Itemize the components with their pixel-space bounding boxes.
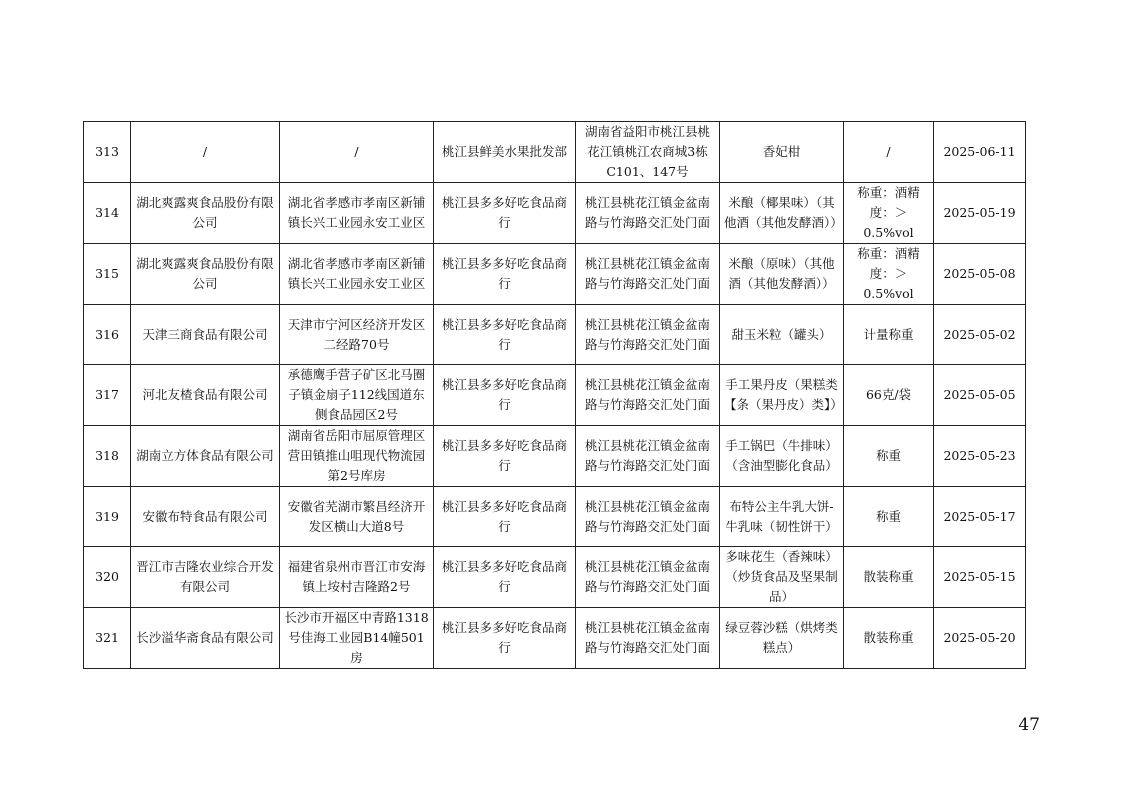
seller-address-cell: 桃江县桃花江镇金盆南路与竹海路交汇处门面 bbox=[576, 608, 720, 669]
producer-address-cell: / bbox=[280, 122, 434, 183]
specification-cell: 散装称重 bbox=[844, 547, 934, 608]
row-number-cell: 316 bbox=[84, 305, 131, 365]
producer-cell: / bbox=[131, 122, 280, 183]
production-date-cell: 2025-05-23 bbox=[934, 426, 1026, 487]
specification-cell: / bbox=[844, 122, 934, 183]
product-name-cell: 布特公主牛乳大饼-牛乳味（韧性饼干） bbox=[720, 487, 844, 547]
row-number-cell: 320 bbox=[84, 547, 131, 608]
product-name-cell: 多味花生（香辣味）（炒货食品及坚果制品） bbox=[720, 547, 844, 608]
seller-cell: 桃江县多多好吃食品商行 bbox=[434, 487, 576, 547]
specification-cell: 称重：酒精度：＞0.5%vol bbox=[844, 244, 934, 305]
table-row bbox=[84, 122, 1026, 183]
product-table bbox=[83, 121, 1026, 669]
producer-address-cell: 湖南省岳阳市屈原管理区营田镇推山咀现代物流园第2号库房 bbox=[280, 426, 434, 487]
seller-cell: 桃江县鲜美水果批发部 bbox=[434, 122, 576, 183]
production-date-cell: 2025-05-05 bbox=[934, 365, 1026, 426]
producer-address-cell: 湖北省孝感市孝南区新铺镇长兴工业园永安工业区 bbox=[280, 244, 434, 305]
seller-address-cell: 桃江县桃花江镇金盆南路与竹海路交汇处门面 bbox=[576, 183, 720, 244]
producer-cell: 河北友楂食品有限公司 bbox=[131, 365, 280, 426]
producer-cell: 湖南立方体食品有限公司 bbox=[131, 426, 280, 487]
specification-cell: 计量称重 bbox=[844, 305, 934, 365]
producer-cell: 湖北爽露爽食品股份有限公司 bbox=[131, 183, 280, 244]
producer-cell: 天津三商食品有限公司 bbox=[131, 305, 280, 365]
producer-address-cell: 天津市宁河区经济开发区二经路70号 bbox=[280, 305, 434, 365]
product-name-cell: 甜玉米粒（罐头） bbox=[720, 305, 844, 365]
row-number-cell: 318 bbox=[84, 426, 131, 487]
producer-cell: 安徽布特食品有限公司 bbox=[131, 487, 280, 547]
row-number-cell: 315 bbox=[84, 244, 131, 305]
table-row bbox=[84, 426, 1026, 487]
production-date-cell: 2025-05-15 bbox=[934, 547, 1026, 608]
row-number-cell: 313 bbox=[84, 122, 131, 183]
production-date-cell: 2025-05-08 bbox=[934, 244, 1026, 305]
production-date-cell: 2025-05-02 bbox=[934, 305, 1026, 365]
product-name-cell: 手工锅巴（牛排味）（含油型膨化食品） bbox=[720, 426, 844, 487]
specification-cell: 称重：酒精度：＞0.5%vol bbox=[844, 183, 934, 244]
product-name-cell: 米酿（原味）（其他酒（其他发酵酒）） bbox=[720, 244, 844, 305]
specification-cell: 散装称重 bbox=[844, 608, 934, 669]
seller-cell: 桃江县多多好吃食品商行 bbox=[434, 305, 576, 365]
producer-cell: 晋江市吉隆农业综合开发有限公司 bbox=[131, 547, 280, 608]
producer-cell: 湖北爽露爽食品股份有限公司 bbox=[131, 244, 280, 305]
product-name-cell: 米酿（椰果味）（其他酒（其他发酵酒）） bbox=[720, 183, 844, 244]
specification-cell: 66克/袋 bbox=[844, 365, 934, 426]
seller-cell: 桃江县多多好吃食品商行 bbox=[434, 183, 576, 244]
specification-cell: 称重 bbox=[844, 426, 934, 487]
producer-cell: 长沙溢华斋食品有限公司 bbox=[131, 608, 280, 669]
seller-cell: 桃江县多多好吃食品商行 bbox=[434, 244, 576, 305]
product-name-cell: 手工果丹皮（果糕类【条（果丹皮）类】） bbox=[720, 365, 844, 426]
row-number-cell: 319 bbox=[84, 487, 131, 547]
seller-address-cell: 桃江县桃花江镇金盆南路与竹海路交汇处门面 bbox=[576, 305, 720, 365]
production-date-cell: 2025-06-11 bbox=[934, 122, 1026, 183]
product-name-cell: 绿豆蓉沙糕（烘烤类糕点） bbox=[720, 608, 844, 669]
product-name-cell: 香妃柑 bbox=[720, 122, 844, 183]
production-date-cell: 2025-05-19 bbox=[934, 183, 1026, 244]
table-row bbox=[84, 305, 1026, 365]
table-row bbox=[84, 365, 1026, 426]
table-row bbox=[84, 244, 1026, 305]
seller-cell: 桃江县多多好吃食品商行 bbox=[434, 365, 576, 426]
seller-address-cell: 桃江县桃花江镇金盆南路与竹海路交汇处门面 bbox=[576, 426, 720, 487]
producer-address-cell: 安徽省芜湖市繁昌经济开发区横山大道8号 bbox=[280, 487, 434, 547]
seller-address-cell: 湖南省益阳市桃江县桃花江镇桃江农商城3栋C101、147号 bbox=[576, 122, 720, 183]
page-number: 47 bbox=[1018, 715, 1040, 735]
seller-address-cell: 桃江县桃花江镇金盆南路与竹海路交汇处门面 bbox=[576, 487, 720, 547]
table-row bbox=[84, 547, 1026, 608]
row-number-cell: 321 bbox=[84, 608, 131, 669]
table-row bbox=[84, 608, 1026, 669]
row-number-cell: 314 bbox=[84, 183, 131, 244]
seller-cell: 桃江县多多好吃食品商行 bbox=[434, 608, 576, 669]
producer-address-cell: 长沙市开福区中青路1318号佳海工业园B14幢501房 bbox=[280, 608, 434, 669]
seller-cell: 桃江县多多好吃食品商行 bbox=[434, 547, 576, 608]
producer-address-cell: 湖北省孝感市孝南区新铺镇长兴工业园永安工业区 bbox=[280, 183, 434, 244]
table-row bbox=[84, 487, 1026, 547]
table-row bbox=[84, 183, 1026, 244]
production-date-cell: 2025-05-20 bbox=[934, 608, 1026, 669]
seller-cell: 桃江县多多好吃食品商行 bbox=[434, 426, 576, 487]
producer-address-cell: 承德鹰手营子矿区北马圈子镇金扇子112线国道东侧食品园区2号 bbox=[280, 365, 434, 426]
row-number-cell: 317 bbox=[84, 365, 131, 426]
production-date-cell: 2025-05-17 bbox=[934, 487, 1026, 547]
specification-cell: 称重 bbox=[844, 487, 934, 547]
producer-address-cell: 福建省泉州市晋江市安海镇上垵村吉隆路2号 bbox=[280, 547, 434, 608]
seller-address-cell: 桃江县桃花江镇金盆南路与竹海路交汇处门面 bbox=[576, 547, 720, 608]
seller-address-cell: 桃江县桃花江镇金盆南路与竹海路交汇处门面 bbox=[576, 244, 720, 305]
seller-address-cell: 桃江县桃花江镇金盆南路与竹海路交汇处门面 bbox=[576, 365, 720, 426]
